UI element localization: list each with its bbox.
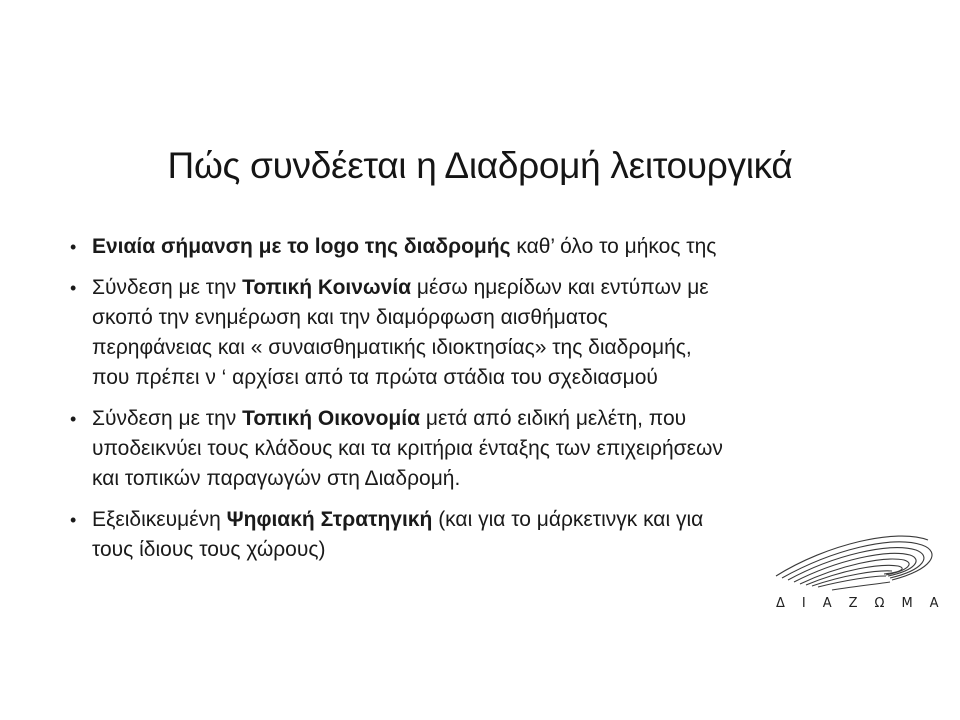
bullet-item — [70, 273, 890, 393]
bullet-marker: • — [70, 237, 77, 257]
bullet-text — [92, 235, 716, 258]
bullet-item — [70, 505, 890, 565]
bullet-text-part: μέσω ημερίδων και εντύπων με σκοπό την ενημέρωση και την διαμόρφωση αισθήματος περηφάνειας και « συναισθηματικής ιδιοκτησίας» της διαδρομής, που πρέπει ν ‘ αρχίσει από τα πρώτα στάδια του σχεδιασμού — [92, 276, 709, 389]
bullet-text — [92, 407, 723, 490]
bullet-marker: • — [70, 278, 77, 298]
bullet-text-part: Εξειδικευμένη — [92, 508, 227, 531]
bullet-text-part: καθ’ όλο το μήκος της — [510, 235, 717, 258]
bullet-list — [70, 232, 890, 576]
bullet-text-part: Σύνδεση με την — [92, 407, 243, 430]
bullet-item — [70, 404, 890, 494]
bullet-item — [70, 232, 890, 262]
bullet-text-bold: Τοπική Κοινωνία — [242, 276, 412, 299]
bullet-text — [92, 276, 709, 389]
bullet-marker: • — [70, 409, 77, 429]
logo-wordmark: ΔΙΑΖΩΜΑ — [776, 596, 956, 611]
bullet-text-bold: Τοπική Οικονομία — [242, 407, 421, 430]
bullet-text-part: (και για το μάρκετινγκ και για τους ίδιους τους χώρους) — [92, 508, 704, 561]
bullet-text-bold: Ψηφιακή Στρατηγική — [226, 508, 433, 531]
bullet-text-bold: Ενιαία σήμανση με το logo της διαδρομής — [92, 235, 511, 258]
slide-title: Πώς συνδέεται η Διαδρομή λειτουργικά — [167, 145, 793, 186]
bullet-text — [92, 508, 703, 561]
bullet-text-part: Σύνδεση με την — [92, 276, 243, 299]
bullet-marker: • — [70, 510, 77, 530]
bullet-text-part: μετά από ειδική μελέτη, που υποδεικνύει τους κλάδους και τα κριτήρια ένταξης των επιχειρήσεων και τοπικών παραγωγών στη Διαδρομή. — [92, 407, 723, 490]
